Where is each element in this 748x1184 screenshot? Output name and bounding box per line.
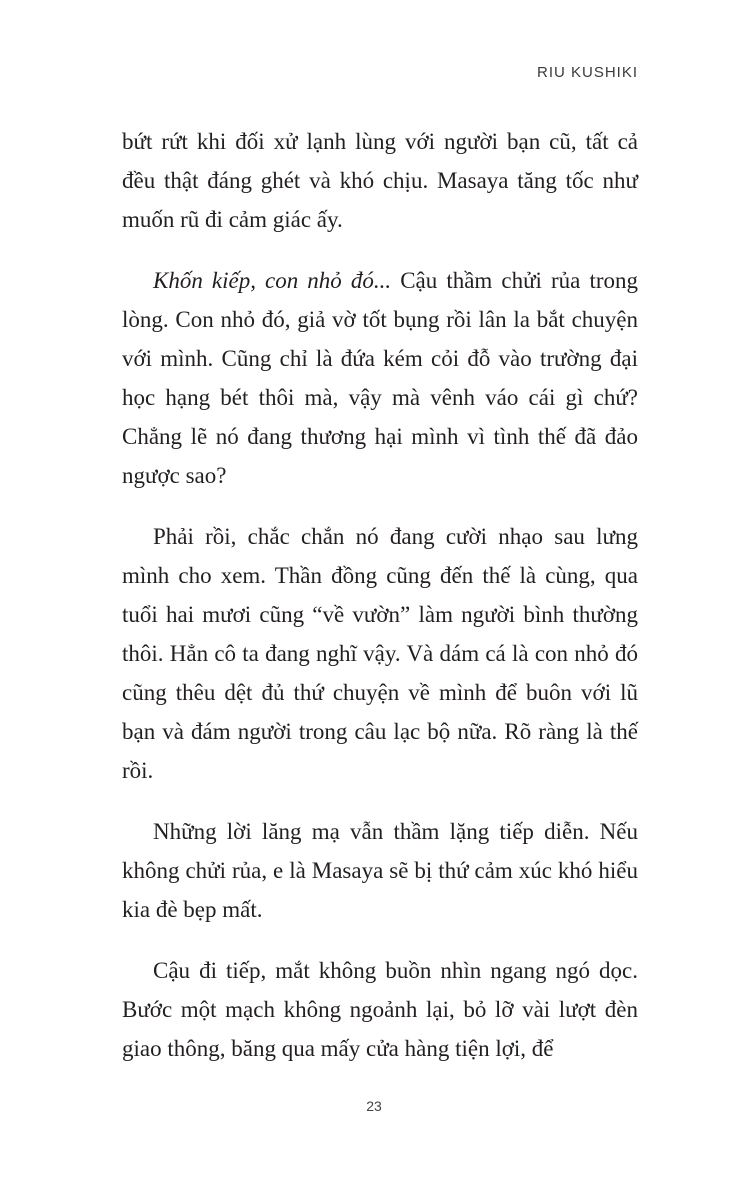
paragraph-5 <box>122 951 638 1068</box>
paragraph-3-text: Phải rồi, chắc chắn nó đang cười nhạo sau lưng mình cho xem. Thần đồng cũng đến thế là cùng, qua tuổi hai mươi cũng “về vườn” làm người bình thường thôi. Hẳn cô ta đang nghĩ vậy. Và dám cá là con nhỏ đó cũng thêu dệt đủ thứ chuyện về mình để buôn với lũ bạn và đám người trong câu lạc bộ nữa. Rõ ràng là thế rồi. <box>122 524 638 783</box>
paragraph-3 <box>122 517 638 790</box>
running-head: RIU KUSHIKI <box>536 64 638 81</box>
paragraph-2-text: Cậu thầm chửi rủa trong lòng. Con nhỏ đó, giả vờ tốt bụng rồi lân la bắt chuyện với mình. Cũng chỉ là đứa kém cỏi đỗ vào trường đại học hạng bét thôi mà, vậy mà vênh váo cái gì chứ? Chẳng lẽ nó đang thương hại mình vì tình thế đã đảo ngược sao? <box>122 268 638 488</box>
page-number: 23 <box>366 1098 382 1114</box>
page-body <box>122 122 638 1090</box>
paragraph-4 <box>122 812 638 929</box>
paragraph-5-text: Cậu đi tiếp, mắt không buồn nhìn ngang ngó dọc. Bước một mạch không ngoảnh lại, bỏ lỡ vài lượt đèn giao thông, băng qua mấy cửa hàng tiện lợi, để <box>122 958 638 1061</box>
paragraph-2-italic-thought: Khốn kiếp, con nhỏ đó... <box>153 268 392 293</box>
paragraph-4-text: Những lời lăng mạ vẫn thầm lặng tiếp diễn. Nếu không chửi rủa, e là Masaya sẽ bị thứ cảm xúc khó hiểu kia đè bẹp mất. <box>122 819 638 922</box>
paragraph-1 <box>122 122 638 239</box>
paragraph-2 <box>122 261 638 495</box>
paragraph-1-text: bứt rứt khi đối xử lạnh lùng với người bạn cũ, tất cả đều thật đáng ghét và khó chịu. Masaya tăng tốc như muốn rũ đi cảm giác ấy. <box>122 129 638 232</box>
